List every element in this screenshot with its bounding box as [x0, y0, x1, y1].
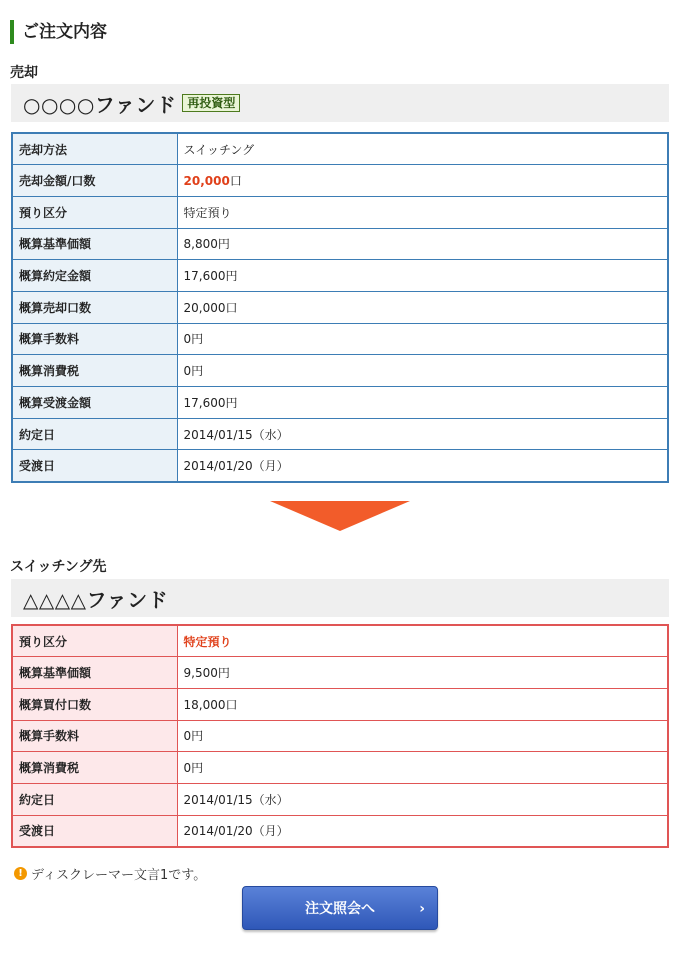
- table-row: [12, 323, 668, 355]
- row-value: 9,500円: [177, 657, 668, 689]
- row-label: 概算買付口数: [12, 688, 177, 720]
- order-inquiry-button[interactable]: [242, 886, 438, 930]
- row-value: スイッチング: [177, 133, 668, 165]
- row-label: 売却金額/口数: [12, 165, 177, 197]
- row-value: 2014/01/15（水）: [177, 418, 668, 450]
- buy-detail-table: [11, 624, 669, 848]
- reinvest-badge: 再投資型: [182, 94, 240, 112]
- row-label: 約定日: [12, 418, 177, 450]
- row-label: 概算受渡金額: [12, 387, 177, 419]
- table-row: [12, 688, 668, 720]
- buy-fund-name: △△△△ファンド: [23, 587, 169, 612]
- row-value: 特定預り: [177, 196, 668, 228]
- page-title: ご注文内容: [10, 20, 107, 44]
- row-label: 概算消費税: [12, 752, 177, 784]
- row-value: 2014/01/20（月）: [177, 450, 668, 482]
- table-row: [12, 815, 668, 847]
- order-inquiry-button-label: 注文照会へ: [305, 901, 375, 917]
- row-value: 2014/01/15（水）: [177, 783, 668, 815]
- row-value: [177, 165, 668, 197]
- row-label: 受渡日: [12, 815, 177, 847]
- sell-detail-table: [11, 132, 669, 483]
- row-label: 概算基準価額: [12, 228, 177, 260]
- row-label: 概算手数料: [12, 720, 177, 752]
- table-row: [12, 228, 668, 260]
- row-label: 概算約定金額: [12, 260, 177, 292]
- chevron-right-icon: ›: [419, 901, 425, 917]
- row-value: 17,600円: [177, 387, 668, 419]
- table-row: [12, 387, 668, 419]
- row-label: 売却方法: [12, 133, 177, 165]
- row-value: 0円: [177, 323, 668, 355]
- table-row: [12, 625, 668, 657]
- row-label: 受渡日: [12, 450, 177, 482]
- buy-fund-header: [11, 579, 669, 617]
- row-label: 概算消費税: [12, 355, 177, 387]
- sell-fund-name: ○○○○ファンド: [23, 92, 177, 117]
- table-row: [12, 752, 668, 784]
- row-value: 17,600円: [177, 260, 668, 292]
- row-label: 預り区分: [12, 196, 177, 228]
- row-value: 8,800円: [177, 228, 668, 260]
- row-label: 概算売却口数: [12, 291, 177, 323]
- disclaimer-text: ディスクレーマー文言1です。: [31, 868, 207, 883]
- down-arrow-icon: [270, 501, 410, 531]
- table-row: [12, 196, 668, 228]
- disclaimer: [14, 864, 206, 883]
- row-value: 20,000口: [177, 291, 668, 323]
- row-label: 約定日: [12, 783, 177, 815]
- table-row: [12, 355, 668, 387]
- sell-amount-value: 20,000: [183, 174, 230, 189]
- row-value: 2014/01/20（月）: [177, 815, 668, 847]
- table-row: [12, 657, 668, 689]
- table-row: [12, 418, 668, 450]
- table-row: [12, 783, 668, 815]
- table-row: [12, 133, 668, 165]
- row-value: 0円: [177, 752, 668, 784]
- row-value: 0円: [177, 355, 668, 387]
- table-row: [12, 720, 668, 752]
- sell-amount-unit: 口: [229, 174, 242, 189]
- sell-section-label: 売却: [10, 65, 38, 81]
- table-row: [12, 291, 668, 323]
- row-label: 概算基準価額: [12, 657, 177, 689]
- table-row: [12, 450, 668, 482]
- row-label: 預り区分: [12, 625, 177, 657]
- row-value: 特定預り: [177, 625, 668, 657]
- table-row: [12, 260, 668, 292]
- row-value: 0円: [177, 720, 668, 752]
- buy-section-label: スイッチング先: [10, 559, 107, 575]
- table-row: [12, 165, 668, 197]
- warning-icon: !: [14, 867, 27, 880]
- sell-fund-header: [11, 84, 669, 122]
- row-value: 18,000口: [177, 688, 668, 720]
- row-label: 概算手数料: [12, 323, 177, 355]
